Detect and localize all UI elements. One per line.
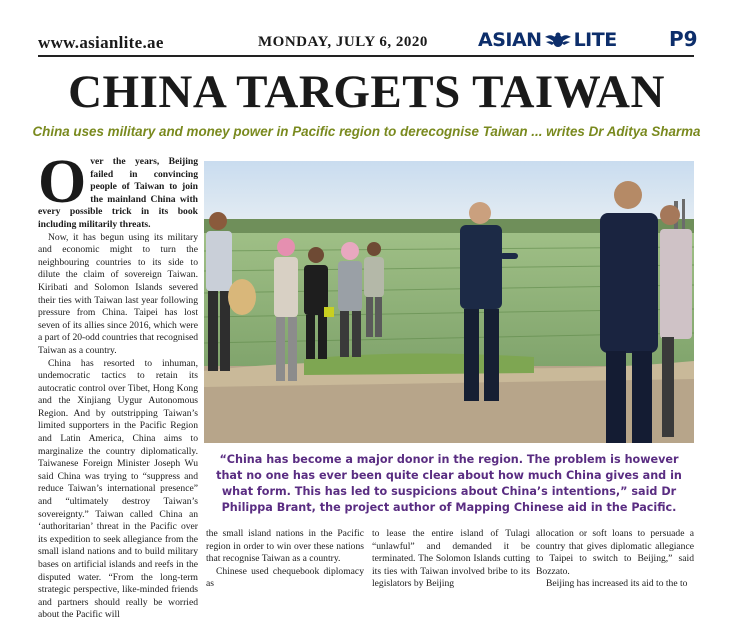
site-url[interactable]: www.asianlite.ae: [38, 33, 164, 52]
body-paragraph: Now, it has begun using its military and economic might to turn the neighbouring countries to its side to dilute the claim of sovereign Taiwan. Kiribati and Solomon Islands severed their ties with Taiwan last year following pressure from China. Taipei has lost seven of its allies since 2016, which were a part of 20-odd countries that recognised Taiwan as a country.: [38, 231, 198, 356]
lead-paragraph: [38, 148, 198, 232]
body-paragraph: Beijing has increased its aid to the to: [546, 578, 688, 590]
body-column-1: [38, 148, 198, 622]
logo-text-right: LITE: [573, 29, 617, 51]
body-paragraph: to lease the entire island of Tulagi “unlawful” and demanded it be terminated. The Solomon Islands cutting its ties with Taiwan involved bribe to its legislators by Beijing: [372, 528, 530, 590]
eagle-emblem-icon: [544, 31, 572, 49]
rice-field-photo-illustration: [204, 161, 694, 443]
body-paragraph: the small island nations in the Pacific region in order to win over these nations that recognise Taiwan as a country.: [206, 528, 364, 565]
headline: CHINA TARGETS TAIWAN: [68, 66, 665, 118]
article-photo: [204, 161, 694, 443]
logo-text-left: ASIAN: [478, 29, 542, 51]
body-column-3: [372, 528, 530, 591]
issue-date: MONDAY, JULY 6, 2020: [258, 34, 428, 50]
body-paragraph: allocation or soft loans to persuade a country that gives diplomatic allegiance to Taipei to switch to Beijing,” said Bozzato.: [536, 528, 694, 577]
body-paragraph: Chinese used chequebook diplomacy as: [206, 565, 364, 590]
lead-text: ver the years, Beijing failed in convincing people of Taiwan to join the mainland China with every possible trick in its book including militarily threats.: [38, 156, 198, 230]
body-column-4: [536, 528, 694, 591]
drop-cap: O: [38, 148, 87, 216]
pull-quote: “China has become a major donor in the region. The problem is however that no one has ever been quite clear about how much China gives and in what form. This has led to suspicions about China’s intentions,” said Dr Philippa Brant, the project author of Mapping Chinese aid in the Pacific.: [216, 453, 682, 514]
header-rule: [38, 55, 694, 57]
page-number: P9: [669, 27, 698, 51]
body-paragraph: China has resorted to inhuman, undemocratic tactics to retain its autocratic control over Tibet, Hong Kong and the Xinjiang Uygur Autonomous Region. And by outstripping Taiwan’s limited supporters in the Pacific Region and Latin America, China aims to marginalize the country diplomatically. Taiwanese Foreign Minister Joseph Wu said China was trying to “suppress and reduce Taiwan’s international presence” and “ultimately destroy Taiwan’s sovereignty.” Taiwan called China an ‘authoritarian’ threat in the Pacific over its expedition to seek allegiance from the small island nations and to build military bases on artificial islands and reefs in the disputed water. “From the long-term strategic perspective, like-minded friends and partners should really be worried about the Pacific will: [38, 357, 198, 621]
standfirst: China uses military and money power in Pacific region to derecognise Taiwan ... writes Dr Aditya Sharma: [32, 124, 701, 139]
body-column-2: [206, 528, 364, 591]
masthead-logo[interactable]: [478, 28, 617, 52]
